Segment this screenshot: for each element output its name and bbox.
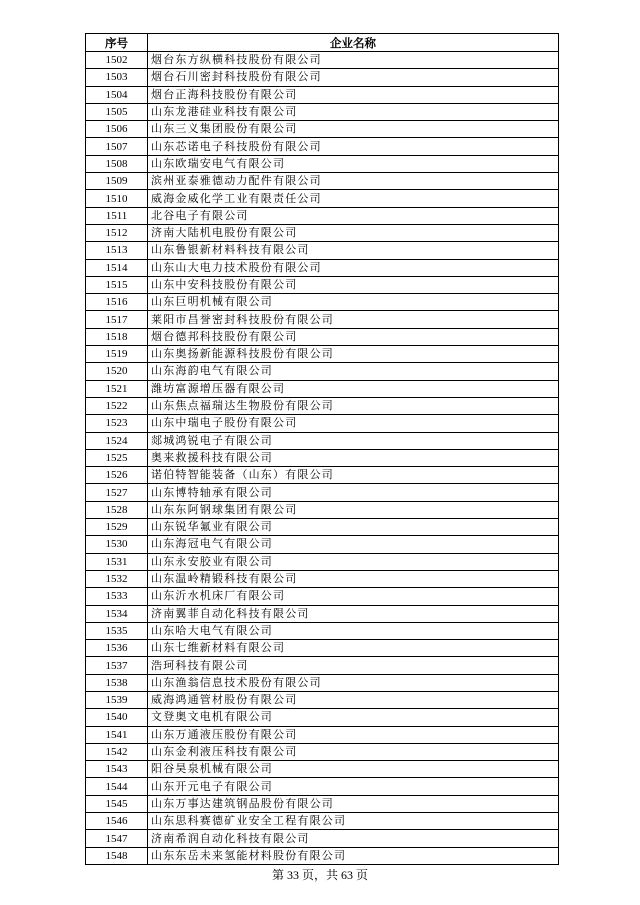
table-row — [86, 449, 559, 466]
serial-number-cell: 1502 — [86, 52, 148, 69]
serial-number-cell: 1542 — [86, 743, 148, 760]
table-row — [86, 432, 559, 449]
company-name-cell: 阳谷昊泉机械有限公司 — [148, 761, 559, 778]
page-number-footer: 第 33 页，共 63 页 — [271, 868, 368, 882]
table-row — [86, 484, 559, 501]
serial-number-cell: 1535 — [86, 622, 148, 639]
company-name-cell: 山东哈大电气有限公司 — [148, 622, 559, 639]
company-name-cell: 莱阳市昌誉密封科技股份有限公司 — [148, 311, 559, 328]
serial-number-cell: 1534 — [86, 605, 148, 622]
serial-number-cell: 1525 — [86, 449, 148, 466]
serial-number-cell: 1532 — [86, 570, 148, 587]
company-name-cell: 山东万通液压股份有限公司 — [148, 726, 559, 743]
serial-number-cell: 1523 — [86, 415, 148, 432]
serial-number-cell: 1541 — [86, 726, 148, 743]
company-name-cell: 烟台东方纵横科技股份有限公司 — [148, 52, 559, 69]
table-row — [86, 743, 559, 760]
table-row — [86, 570, 559, 587]
company-name-cell: 山东渔翁信息技术股份有限公司 — [148, 674, 559, 691]
table-row — [86, 519, 559, 536]
serial-number-cell: 1510 — [86, 190, 148, 207]
table-row — [86, 190, 559, 207]
table-row — [86, 467, 559, 484]
company-name-cell: 山东七维新材料有限公司 — [148, 640, 559, 657]
company-list-table — [85, 33, 559, 865]
table-row — [86, 640, 559, 657]
company-name-cell: 山东金利液压科技有限公司 — [148, 743, 559, 760]
serial-number-cell: 1528 — [86, 501, 148, 518]
serial-number-cell: 1508 — [86, 155, 148, 172]
company-name-cell: 北谷电子有限公司 — [148, 207, 559, 224]
table-row — [86, 657, 559, 674]
table-row — [86, 415, 559, 432]
company-name-cell: 济南希润自动化科技有限公司 — [148, 830, 559, 847]
serial-number-cell: 1504 — [86, 86, 148, 103]
table-row — [86, 311, 559, 328]
header-company-name: 企业名称 — [148, 34, 559, 52]
company-name-cell: 山东万事达建筑钢品股份有限公司 — [148, 795, 559, 812]
serial-number-cell: 1529 — [86, 519, 148, 536]
table-row — [86, 553, 559, 570]
table-row — [86, 709, 559, 726]
table-row — [86, 380, 559, 397]
table-row — [86, 761, 559, 778]
serial-number-cell: 1517 — [86, 311, 148, 328]
serial-number-cell: 1546 — [86, 813, 148, 830]
serial-number-cell: 1526 — [86, 467, 148, 484]
serial-number-cell: 1548 — [86, 847, 148, 864]
table-header-row — [86, 34, 559, 52]
company-name-cell: 济南大陆机电股份有限公司 — [148, 224, 559, 241]
serial-number-cell: 1521 — [86, 380, 148, 397]
serial-number-cell: 1519 — [86, 346, 148, 363]
company-name-cell: 山东中瑞电子股份有限公司 — [148, 415, 559, 432]
table-row — [86, 813, 559, 830]
serial-number-cell: 1540 — [86, 709, 148, 726]
table-row — [86, 276, 559, 293]
serial-number-cell: 1515 — [86, 276, 148, 293]
company-name-cell: 山东永安胶业有限公司 — [148, 553, 559, 570]
serial-number-cell: 1539 — [86, 691, 148, 708]
table-row — [86, 328, 559, 345]
table-row — [86, 622, 559, 639]
serial-number-cell: 1543 — [86, 761, 148, 778]
company-name-cell: 山东欧瑞安电气有限公司 — [148, 155, 559, 172]
company-name-cell: 烟台德邦科技股份有限公司 — [148, 328, 559, 345]
serial-number-cell: 1509 — [86, 173, 148, 190]
table-row — [86, 173, 559, 190]
table-row — [86, 207, 559, 224]
table-row — [86, 674, 559, 691]
table-row — [86, 847, 559, 864]
company-name-cell: 山东巨明机械有限公司 — [148, 294, 559, 311]
company-name-cell: 山东海冠电气有限公司 — [148, 536, 559, 553]
header-serial-number: 序号 — [86, 34, 148, 52]
table-row — [86, 830, 559, 847]
company-name-cell: 文登奥文电机有限公司 — [148, 709, 559, 726]
company-name-cell: 诺伯特智能装备（山东）有限公司 — [148, 467, 559, 484]
company-name-cell: 威海鸿通管材股份有限公司 — [148, 691, 559, 708]
serial-number-cell: 1538 — [86, 674, 148, 691]
table-row — [86, 103, 559, 120]
table-row — [86, 69, 559, 86]
serial-number-cell: 1527 — [86, 484, 148, 501]
serial-number-cell: 1505 — [86, 103, 148, 120]
serial-number-cell: 1514 — [86, 259, 148, 276]
serial-number-cell: 1518 — [86, 328, 148, 345]
table-row — [86, 242, 559, 259]
serial-number-cell: 1524 — [86, 432, 148, 449]
company-name-cell: 山东芯诺电子科技股份有限公司 — [148, 138, 559, 155]
table-row — [86, 605, 559, 622]
company-name-cell: 山东鲁银新材料科技有限公司 — [148, 242, 559, 259]
serial-number-cell: 1547 — [86, 830, 148, 847]
table-row — [86, 86, 559, 103]
serial-number-cell: 1545 — [86, 795, 148, 812]
company-name-cell: 山东温岭精锻科技有限公司 — [148, 570, 559, 587]
serial-number-cell: 1533 — [86, 588, 148, 605]
serial-number-cell: 1531 — [86, 553, 148, 570]
company-name-cell: 山东山大电力技术股份有限公司 — [148, 259, 559, 276]
serial-number-cell: 1507 — [86, 138, 148, 155]
table-row — [86, 259, 559, 276]
company-name-cell: 山东中安科技股份有限公司 — [148, 276, 559, 293]
table-row — [86, 155, 559, 172]
serial-number-cell: 1503 — [86, 69, 148, 86]
serial-number-cell: 1522 — [86, 397, 148, 414]
serial-number-cell: 1516 — [86, 294, 148, 311]
serial-number-cell: 1544 — [86, 778, 148, 795]
table-row — [86, 121, 559, 138]
table-row — [86, 778, 559, 795]
table-row — [86, 726, 559, 743]
table-row — [86, 346, 559, 363]
table-row — [86, 588, 559, 605]
serial-number-cell: 1537 — [86, 657, 148, 674]
serial-number-cell: 1506 — [86, 121, 148, 138]
table-row — [86, 52, 559, 69]
table-row — [86, 501, 559, 518]
company-name-cell: 山东海韵电气有限公司 — [148, 363, 559, 380]
company-name-cell: 郯城鸿锐电子有限公司 — [148, 432, 559, 449]
company-name-cell: 山东锐华氟业有限公司 — [148, 519, 559, 536]
company-name-cell: 潍坊富源增压器有限公司 — [148, 380, 559, 397]
company-name-cell: 山东沂水机床厂有限公司 — [148, 588, 559, 605]
company-name-cell: 烟台石川密封科技股份有限公司 — [148, 69, 559, 86]
company-name-cell: 山东博特轴承有限公司 — [148, 484, 559, 501]
table-row — [86, 397, 559, 414]
serial-number-cell: 1520 — [86, 363, 148, 380]
company-name-cell: 山东龙港硅业科技有限公司 — [148, 103, 559, 120]
serial-number-cell: 1511 — [86, 207, 148, 224]
company-name-cell: 山东三义集团股份有限公司 — [148, 121, 559, 138]
table-row — [86, 224, 559, 241]
company-name-cell: 浩珂科技有限公司 — [148, 657, 559, 674]
company-name-cell: 济南翼菲自动化科技有限公司 — [148, 605, 559, 622]
table-row — [86, 691, 559, 708]
table-row — [86, 363, 559, 380]
serial-number-cell: 1512 — [86, 224, 148, 241]
company-name-cell: 山东东阿钢球集团有限公司 — [148, 501, 559, 518]
serial-number-cell: 1536 — [86, 640, 148, 657]
company-name-cell: 威海金威化学工业有限责任公司 — [148, 190, 559, 207]
company-name-cell: 山东焦点福瑞达生物股份有限公司 — [148, 397, 559, 414]
company-name-cell: 山东开元电子有限公司 — [148, 778, 559, 795]
table-row — [86, 138, 559, 155]
serial-number-cell: 1513 — [86, 242, 148, 259]
serial-number-cell: 1530 — [86, 536, 148, 553]
table-row — [86, 795, 559, 812]
table-row — [86, 294, 559, 311]
company-name-cell: 奥来救援科技有限公司 — [148, 449, 559, 466]
table-row — [86, 536, 559, 553]
company-name-cell: 滨州亚泰雅德动力配件有限公司 — [148, 173, 559, 190]
company-name-cell: 山东东岳未来氢能材料股份有限公司 — [148, 847, 559, 864]
company-name-cell: 烟台正海科技股份有限公司 — [148, 86, 559, 103]
company-name-cell: 山东思科赛德矿业安全工程有限公司 — [148, 813, 559, 830]
company-name-cell: 山东奥扬新能源科技股份有限公司 — [148, 346, 559, 363]
